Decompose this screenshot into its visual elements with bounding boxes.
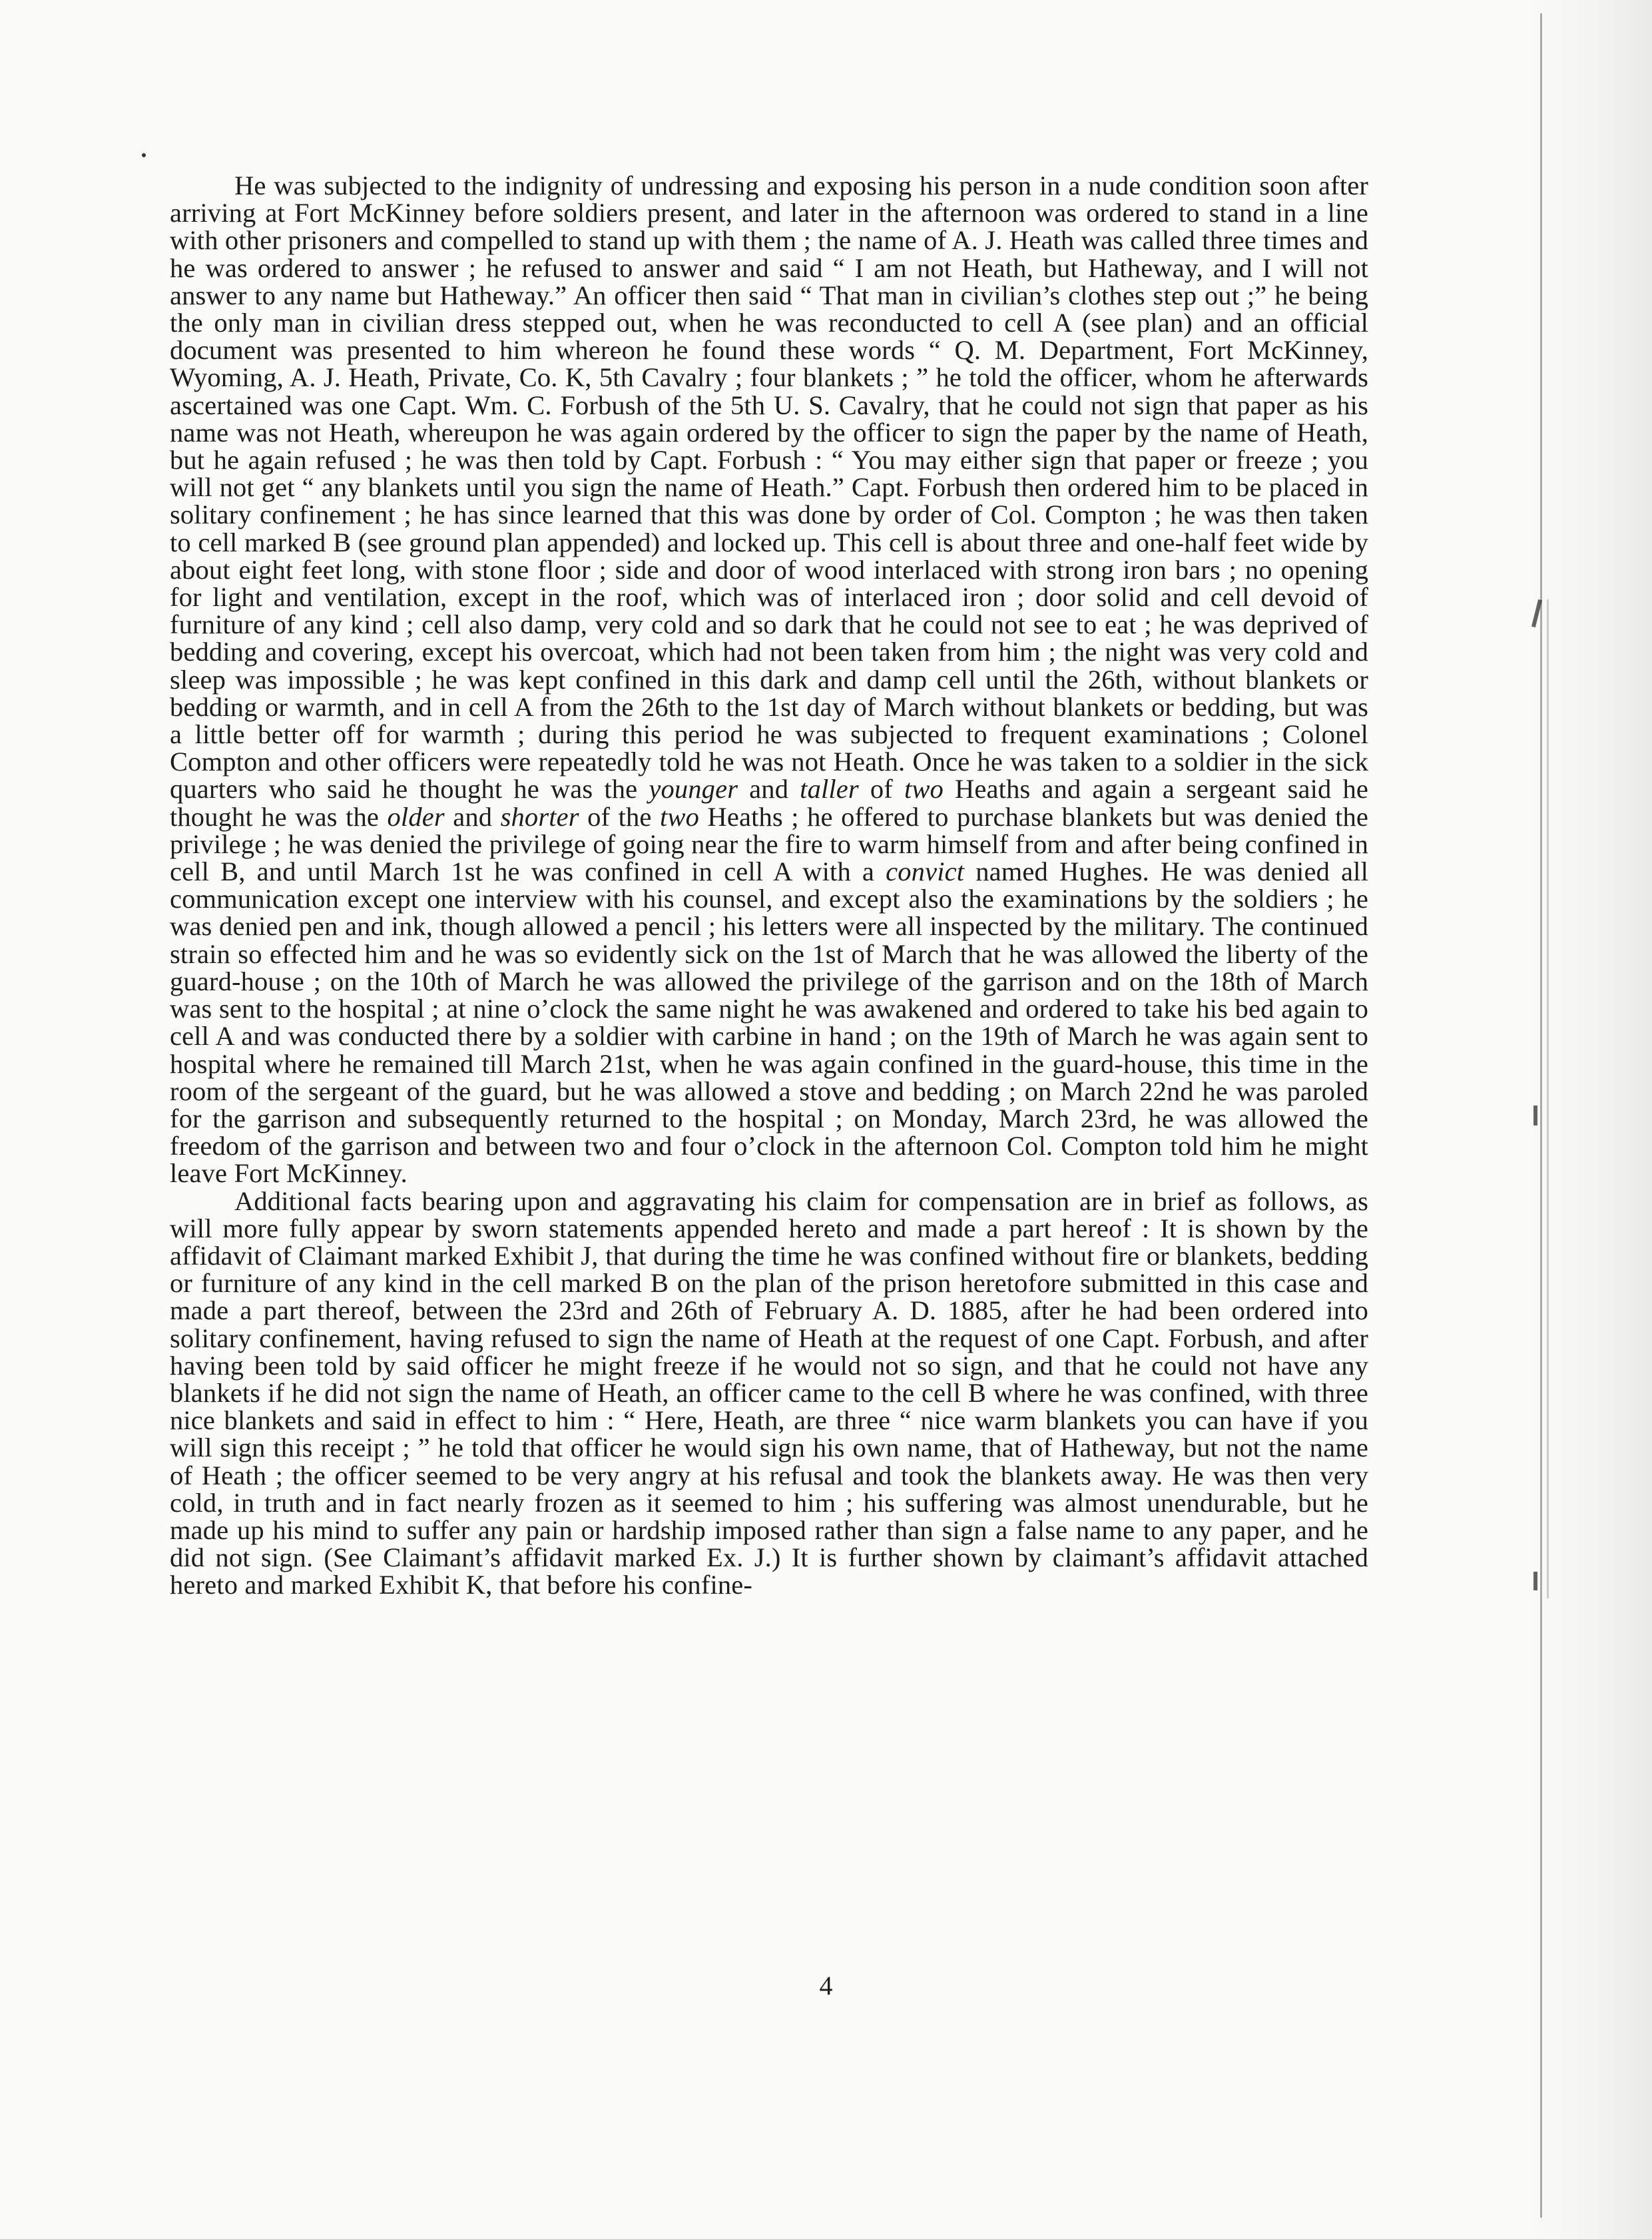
text-run: and: [738, 774, 800, 804]
italic-text-run: younger: [649, 774, 738, 804]
italic-text-run: convict: [886, 856, 965, 887]
paragraph-2: [170, 1187, 1368, 1599]
italic-text-run: shorter: [500, 801, 579, 832]
body-text: [170, 172, 1368, 1599]
text-run: Additional facts bearing upon and aggravating his claim for compensation are in brief as follows, as will more fully appear by sworn statements appended hereto and made a part hereof : It is shown by the affidavit of Claimant marked Exhibit J, that during the time he was confined without fire or blankets, bedding or furniture of any kind in the cell marked B on the plan of the prison heretofore submitted in this case and made a part thereof, between the 23rd and 26th of February A. D. 1885, after he had been ordered into solitary confinement, having refused to sign the name of Heath at the request of one Capt. Forbush, and after having been told by said officer he might freeze if he would not so sign, and that he could not have any blankets if he did not sign the name of Heath, an officer came to the cell B where he was confined, with three nice blankets and said in effect to him : “ Here, Heath, are three “ nice warm blankets you can have if you will sign this receipt ; ” he told that officer he would sign his own name, that of Hatheway, but not the name of Heath ; the officer seemed to be very angry at his refusal and took the blankets away. He was then very cold, in truth and in fact nearly frozen as it seemed to him ; his suffering was almost unendurable, but he made up his mind to suffer any pain or hardship imposed rather than sign a false name to any paper, and he did not sign. (See Claimant’s affidavit marked Ex. J.) It is further shown by claimant’s affidavit attached hereto and marked Exhibit K, that before his confine-: [170, 1185, 1368, 1600]
text-run: of: [858, 774, 904, 804]
page-number: 4: [819, 1971, 833, 2001]
edge-mark-middle: [1533, 1106, 1537, 1125]
italic-text-run: taller: [800, 774, 859, 804]
italic-text-run: older: [387, 801, 445, 832]
text-run: and: [444, 801, 501, 832]
edge-mark-lower: [1533, 1572, 1537, 1590]
text-run: of the: [579, 801, 660, 832]
text-run: He was subjected to the indignity of undressing and exposing his person in a nude condition soon after arriving at Fort McKinney before soldiers present, and later in the afternoon was ordered to stand in a line with other prisoners and compelled to stand up with them ; the name of A. J. Heath was called three times and he was ordered to answer ; he refused to answer and said “ I am not Heath, but Hatheway, and I will not answer to any name but Hatheway.” An officer then said “ That man in civilian’s clothes step out ;” he being the only man in civilian dress stepped out, when he was reconducted to cell A (see plan) and an official document was presented to him whereon he found these words “ Q. M. Department, Fort McKinney, Wyoming, A. J. Heath, Private, Co. K, 5th Cavalry ; four blankets ; ” he told the officer, whom he afterwards ascertained was one Capt. Wm. C. Forbush of the 5th U. S. Cavalry, that he could not sign that paper as his name was not Heath, whereupon he was again ordered by the officer to sign the paper by the name of Heath, but he again refused ; he was then told by Capt. Forbush : “ You may either sign that paper or freeze ; you will not get “ any blankets until you sign the name of Heath.” Capt. Forbush then ordered him to be placed in solitary confinement ; he has since learned that this was done by order of Col. Compton ; he was then taken to cell marked B (see ground plan appended) and locked up. This cell is about three and one-half feet wide by about eight feet long, with stone floor ; side and door of wood interlaced with strong iron bars ; no opening for light and ventilation, except in the roof, which was of interlaced iron ; door solid and cell devoid of furniture of any kind ; cell also damp, very cold and so dark that he could not see to eat ; he was deprived of bedding and covering, except his overcoat, which had not been taken from him ; the night was very cold and sleep was impossible ; he was kept confined in this dark and damp cell until the 26th, without blankets or bedding or warmth, and in cell A from the 26th to the 1st day of March without blankets or bedding, but was a little better off for warmth ; during this period he was subjected to frequent examinations ; Colonel Compton and other officers were repeatedly told he was not Heath. Once he was taken to a soldier in the sick quarters who said he thought he was the: [170, 170, 1368, 804]
italic-text-run: two: [904, 774, 944, 804]
page-edge-line-inner: [1547, 599, 1549, 1598]
text-run: Heaths ; he offered to purchase blankets but was denied the privilege ; he was denied the privilege of going near the fire to warm himself from and after being confined in cell B, and until March 1st he was confined in cell A with a: [170, 801, 1368, 887]
page-edge-shadow: [1519, 0, 1652, 2239]
text-run: named Hughes. He was denied all communication except one interview with his counsel, and except also the examinations by the soldiers ; he was denied pen and ink, though allowed a pencil ; his letters were all inspected by the military. The continued strain so effected him and he was so evidently sick on the 1st of March that he was allowed the liberty of the guard-house ; on the 10th of March he was allowed the privilege of the garrison and on the 18th of March was sent to the hospital ; at nine o’clock the same night he was awakened and ordered to take his bed again to cell A and was conducted there by a soldier with carbine in hand ; on the 19th of March he was again sent to hospital where he remained till March 21st, when he was again confined in the guard-house, this time in the room of the sergeant of the guard, but he was allowed a stove and bedding ; on March 22nd he was paroled for the garrison and subsequently returned to the hospital ; on Monday, March 23rd, he was allowed the freedom of the garrison and between two and four o’clock in the afternoon Col. Compton told him he might leave Fort McKinney.: [170, 856, 1368, 1189]
text-run: Heaths and again a sergeant said he thought he was the: [170, 774, 1368, 832]
page-edge-line: [1540, 13, 1542, 2218]
paragraph-1: [170, 172, 1368, 1187]
italic-text-run: two: [660, 801, 699, 832]
speck-mark: [142, 153, 146, 157]
